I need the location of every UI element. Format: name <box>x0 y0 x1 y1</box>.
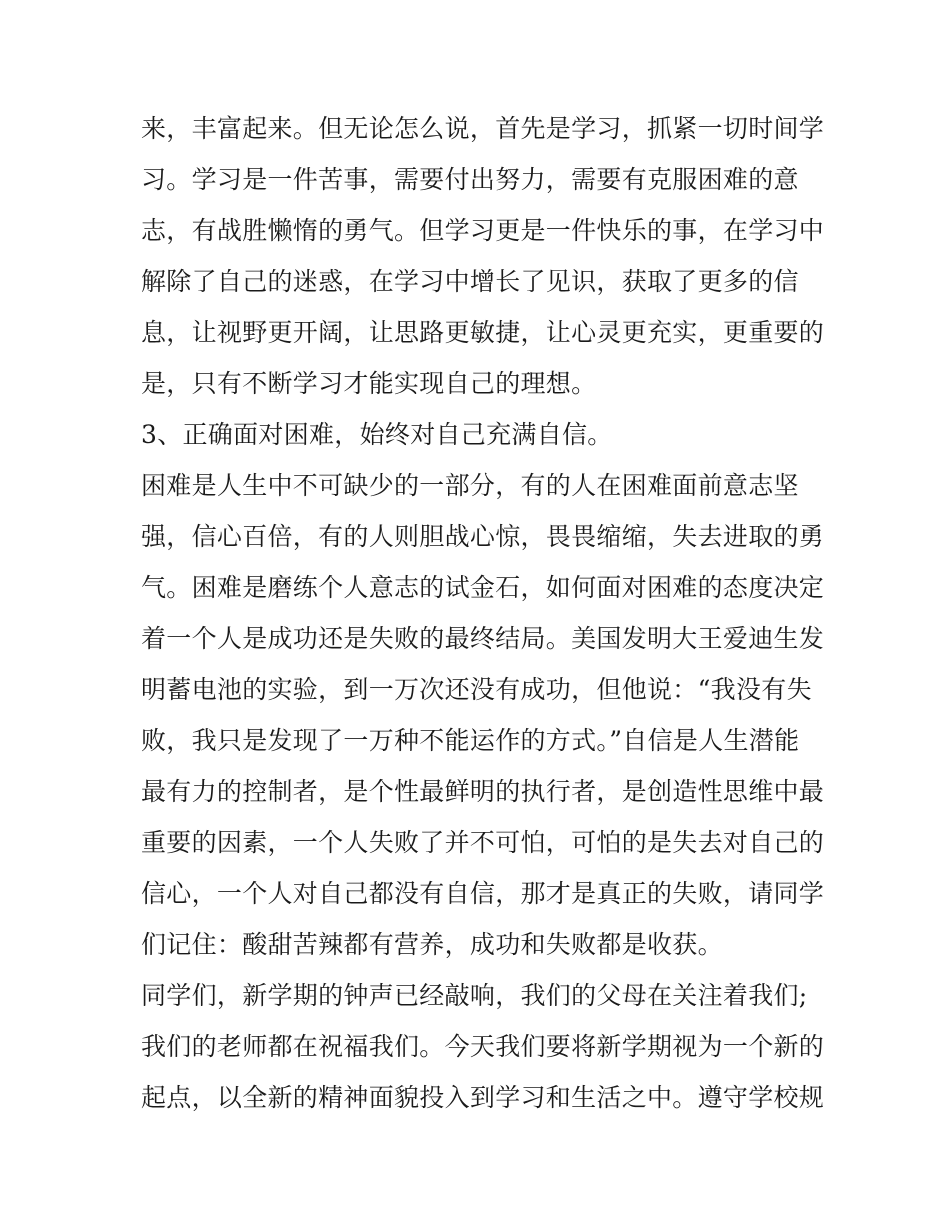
text-line: 强，信心百倍，有的人则胆战心惊，畏畏缩缩，失去进取的勇 <box>141 522 825 551</box>
text-line: 困难是人生中不可缺少的一部分，有的人在困难面前意志坚 <box>141 471 799 500</box>
text-line: 重要的因素，一个人失败了并不可怕，可怕的是失去对自己的 <box>141 828 825 857</box>
text-line: 明蓄电池的实验，到一万次还没有成功，但他说：“我没有失 <box>141 675 812 704</box>
text-line: 最有力的控制者，是个性最鲜明的执行者，是创造性思维中最 <box>141 777 825 806</box>
text-line: 信心，一个人对自己都没有自信，那才是真正的失败，请同学 <box>141 879 825 908</box>
text-line: 是，只有不断学习才能实现自己的理想。 <box>141 369 597 398</box>
text-line: 败，我只是发现了一万种不能运作的方式。”自信是人生潜能 <box>141 726 800 755</box>
text-line: 来，丰富起来。但无论怎么说，首先是学习，抓紧一切时间学 <box>141 114 825 143</box>
text-line: 志，有战胜懒惰的勇气。但学习更是一件快乐的事，在学习中 <box>141 216 825 245</box>
text-line: 解除了自己的迷惑，在学习中增长了见识，获取了更多的信 <box>141 267 799 296</box>
text-line: 们记住：酸甜苦辣都有营养，成功和失败都是收获。 <box>141 930 723 959</box>
text-line: 着一个人是成功还是失败的最终结局。美国发明大王爱迪生发 <box>141 624 825 653</box>
section-heading: 3、正确面对困难，始终对自己充满自信。 <box>141 420 613 449</box>
text-line: 气。困难是磨练个人意志的试金石，如何面对困难的态度决定 <box>141 573 825 602</box>
text-line: 我们的老师都在祝福我们。今天我们要将新学期视为一个新的 <box>141 1032 825 1061</box>
text-line: 起点，以全新的精神面貌投入到学习和生活之中。遵守学校规 <box>141 1083 825 1112</box>
text-line: 息，让视野更开阔，让思路更敏捷，让心灵更充实，更重要的 <box>141 318 825 347</box>
text-line: 同学们，新学期的钟声已经敲响，我们的父母在关注着我们; <box>141 981 808 1010</box>
text-line: 习。学习是一件苦事，需要付出努力，需要有克服困难的意 <box>141 165 799 194</box>
document-body <box>141 103 825 1123</box>
